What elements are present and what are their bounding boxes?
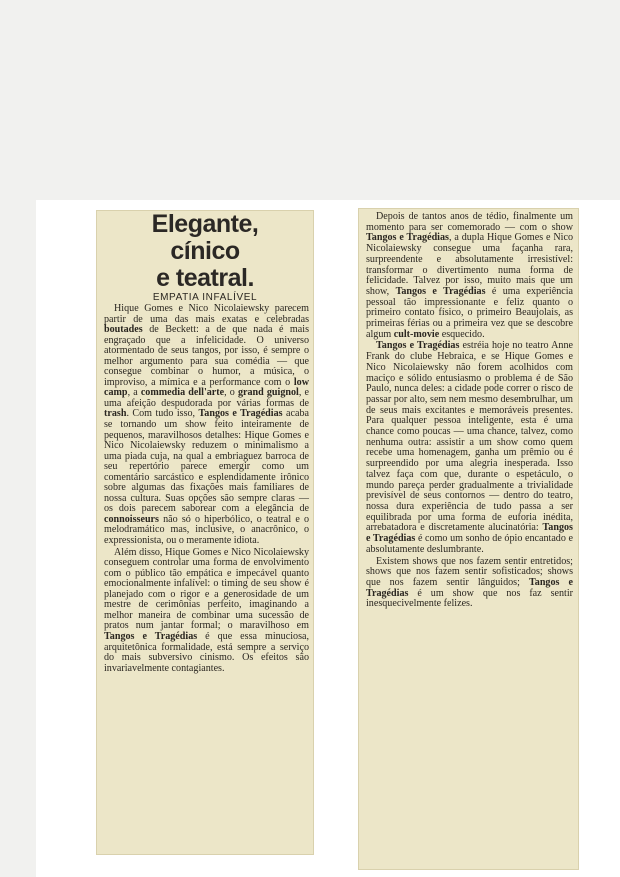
bold-text-run: grand guignol bbox=[237, 387, 299, 399]
article-paragraph bbox=[104, 548, 309, 675]
newspaper-clipping-left bbox=[96, 210, 314, 855]
bold-text-run: Tangos e Tragédias bbox=[376, 340, 460, 352]
text-run: Hique Gomes e Nico Nicolaiewsky parecem partir de uma das mais exatas e celebradas bbox=[104, 303, 309, 325]
text-run: é uma experiência pessoal tão impressionante e feliz quanto o primeiro contato físico, o primeiro Beaujolais, as primeiras férias ou a primeira vez que se descobre algum bbox=[366, 285, 574, 340]
text-run: é que essa minuciosa, arquitetônica formalidade, está sempre a serviço do mais subversivo cinismo. Os efeitos são invariavelmente contagiantes. bbox=[104, 630, 309, 674]
text-run: Além disso, Hique Gomes e Nico Nicolaiewsky conseguem controlar uma forma de envolvimento com o público tão empática e impecável quanto emocionalmente infalível: o timing de seu show é planejado com o rigor e a generosidade de um mestre de cerimônias perfeito, imaginando a melhor maneira de combinar uma sucessão de pratos num jantar formal; o maravilhoso em bbox=[104, 546, 309, 632]
headline-line-3: e teatral. bbox=[156, 264, 254, 292]
bold-text-run: Tangos e Tragédias bbox=[366, 576, 573, 599]
text-run: não só o hiperbólico, o teatral e o melodramático mas, inclusive, o anacrônico, o expressionista, ou o meramente idiota. bbox=[104, 513, 309, 547]
text-run: . Com tudo isso, bbox=[126, 408, 199, 420]
subheading: EMPATIA INFALÍVEL bbox=[152, 292, 258, 303]
bold-text-run: Tangos e Tragédias bbox=[366, 522, 573, 545]
text-run: Existem shows que nos fazem sentir entretidos; shows que nos fazem sentir sofisticados; shows que nos fazem sentir lânguidos; bbox=[366, 555, 573, 588]
text-run: é como um sonho de ópio encantado e absolutamente deslumbrante. bbox=[366, 533, 573, 555]
bold-text-run: Tangos e Tragédias bbox=[198, 408, 283, 420]
text-run: , a dupla Hique Gomes e Nico Nicolaiewsky consegue uma façanha rara, surpreendente e absolutamente irresistível: transformar o divertimento numa forma de felicidade. Talvez por isso, muito mais que um show, bbox=[366, 232, 573, 297]
text-run: Depois de tantos anos de tédio, finalmente um momento para ser comemorado — com o show bbox=[366, 211, 573, 233]
text-run: estréia hoje no teatro Anne Frank do clube Hebraica, e se Hique Gomes e Nico Nicolaiewsky não forem acolhidos com maciço e sólido entusiasmo o problema é de São Paulo, nunca deles: a cidade pode correr o risco de passar por alto, sem nem mesmo desembrulhar, um de seus mais excitantes e memoráveis presentes. Para qualquer pessoa inteligente, esta é uma chance como poucas — uma chance, talvez, como nenhuma outra: assistir a um show como quem recebe uma homenagem, ganha um prêmio ou é surpreendido por uma alegria inesperada. Isso talvez faça com que, durante o espetáculo, o mundo pareça perder gradualmente a trivialidade previsível de seus contornos — dentro do teatro, nossa dura experiência de tudo passa a ser equilibrada por uma forma de euforia inédita, arrebatadora e discretamente alucinatória: bbox=[366, 340, 574, 534]
text-run: , e uma afeição despudorada por várias formas de bbox=[104, 387, 309, 409]
article-paragraph bbox=[366, 212, 573, 340]
text-run: de Beckett: a de que nada é mais engraçado que a infelicidade. O universo atormentado de seus tangos, por isso, é sempre o melhor argumento para sua comédia — que consegue combinar o humor, a música, o improviso, a mímica e a performance com o bbox=[104, 324, 309, 388]
bold-text-run: Tangos e Tragédias bbox=[104, 630, 198, 642]
article-paragraph bbox=[366, 341, 573, 555]
headline-line-1: Elegante, bbox=[151, 210, 259, 238]
text-run: acaba se tornando um show feito inteiramente de pequenos, maravilhosos detalhes: Hique Gomes e Nico Nicolaiewsky reduzem o minimalismo a uma piada cuja, na qual a embriaguez barroca de seu repertório parece emergir como um comentário sarcástico e esplendidamente irônico sobre algumas das fixações mais familiares de nossa cultura. Suas opções são sempre claras — os dois parecem saborear com a elegância de bbox=[104, 408, 309, 515]
bold-text-run: boutades bbox=[104, 324, 143, 336]
text-run: esquecido. bbox=[439, 328, 485, 340]
text-run: , a bbox=[127, 387, 141, 399]
bold-text-run: low camp bbox=[104, 376, 309, 399]
newspaper-clipping-right bbox=[358, 208, 579, 870]
article-body-right bbox=[358, 208, 579, 610]
bold-text-run: commedia dell'arte bbox=[140, 387, 225, 399]
scanned-page bbox=[36, 200, 620, 877]
headline-line-2: cínico bbox=[170, 237, 240, 265]
headline bbox=[96, 211, 314, 292]
bold-text-run: Tangos e Tragédias bbox=[395, 285, 486, 297]
bold-text-run: trash bbox=[104, 408, 127, 420]
article-paragraph bbox=[366, 557, 573, 611]
text-run: é um show que nos faz sentir inesquecivelmente felizes. bbox=[366, 587, 573, 610]
article-body-left bbox=[96, 304, 314, 674]
bold-text-run: connoisseurs bbox=[104, 513, 159, 525]
bold-text-run: Tangos e Tragédias bbox=[366, 232, 449, 244]
text-run: , o bbox=[224, 387, 238, 399]
bold-text-run: cult-movie bbox=[393, 328, 440, 340]
article-paragraph bbox=[104, 304, 309, 547]
